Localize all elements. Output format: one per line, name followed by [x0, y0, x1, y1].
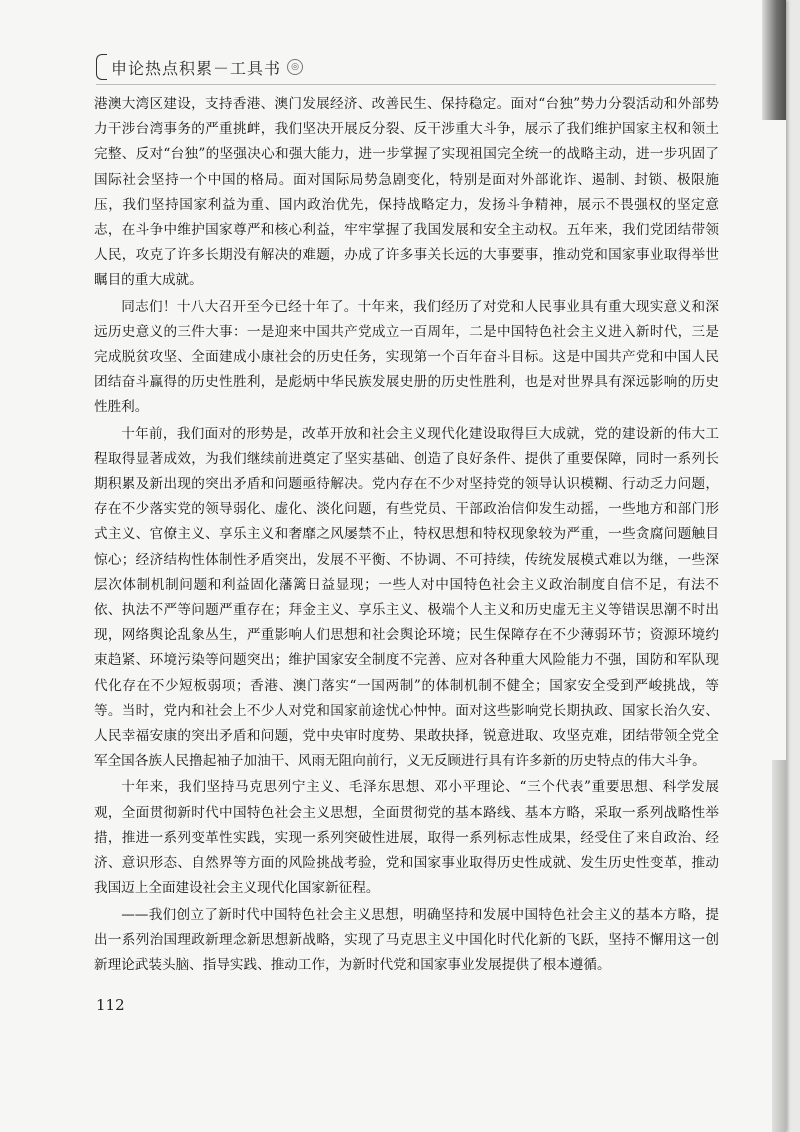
body-text — [94, 92, 719, 979]
paragraph-3: 十年前，我们面对的形势是，改革开放和社会主义现代化建设取得巨大成就，党的建设新的伟大工程取得显著成效，为我们继续前进奠定了坚实基础、创造了良好条件、提供了重要保障，同时一系列长期积累及新出现的突出矛盾和问题亟待解决。党内存在不少对坚持党的领导认识模糊、行动乏力问题，存在不少落实党的领导弱化、虚化、淡化问题，有些党员、干部政治信仰发生动摇，一些地方和部门形式主义、官僚主义、享乐主义和奢靡之风屡禁不止，特权思想和特权现象较为严重，一些贪腐问题触目惊心；经济结构性体制性矛盾突出，发展不平衡、不协调、不可持续，传统发展模式难以为继，一些深层次体制机制问题和利益固化藩篱日益显现；一些人对中国特色社会主义政治制度自信不足，有法不依、执法不严等问题严重存在；拜金主义、享乐主义、极端个人主义和历史虚无主义等错误思潮不时出现，网络舆论乱象丛生，严重影响人们思想和社会舆论环境；民生保障存在不少薄弱环节；资源环境约束趋紧、环境污染等问题突出；维护国家安全制度不完善、应对各种重大风险能力不强，国防和军队现代化存在不少短板弱项；香港、澳门落实“一国两制”的体制机制不健全；国家安全受到严峻挑战，等等。当时，党内和社会上不少人对党和国家前途忧心忡忡。面对这些影响党长期执政、国家长治久安、人民幸福安康的突出矛盾和问题，党中央审时度势、果敢抉择，锐意进取、攻坚克难，团结带领全党全军全国各族人民撸起袖子加油干、风雨无阻向前行，义无反顾进行具有许多新的历史特点的伟大斗争。 — [94, 425, 719, 770]
header-title: 申论热点积累－工具书 — [111, 58, 282, 78]
paragraph-5: ——我们创立了新时代中国特色社会主义思想，明确坚持和发展中国特色社会主义的基本方略，提出一系列治国理政新理念新思想新战略，实现了马克思主义中国化时代化新的飞跃，坚持不懈用这一创新理论武装头脑、指导实践、推动工作，为新时代党和国家事业发展提供了根本遵循。 — [94, 906, 719, 973]
paragraph-4: 十年来，我们坚持马克思列宁主义、毛泽东思想、邓小平理论、“三个代表”重要思想、科学发展观，全面贯彻新时代中国特色社会主义思想，全面贯彻党的基本路线、基本方略，采取一系列战略性举措，推进一系列变革性实践，实现一系列突破性进展，取得一系列标志性成果，经受住了来自政治、经济、意识形态、自然界等方面的风险挑战考验，党和国家事业取得历史性成就、发生历史性变革，推动我国迈上全面建设社会主义现代化国家新征程。 — [94, 779, 719, 897]
header-bracket — [96, 54, 107, 80]
seal-icon: ◎ — [287, 59, 303, 75]
paragraph-2: 同志们！十八大召开至今已经十年了。十年来，我们经历了对党和人民事业具有重大现实意义和深远历史意义的三件大事：一是迎来中国共产党成立一百周年，二是中国特色社会主义进入新时代，三是完成脱贫攻坚、全面建成小康社会的历史任务，实现第一个百年奋斗目标。这是中国共产党和中国人民团结奋斗赢得的历史性胜利，是彪炳中华民族发展史册的历史性胜利，也是对世界具有深远影响的历史性胜利。 — [94, 298, 719, 416]
page-edge-shadow — [772, 760, 786, 1132]
page-number: 112 — [96, 996, 125, 1014]
header-divider — [96, 84, 716, 85]
running-header — [96, 52, 303, 82]
page-fold-shadow — [762, 0, 786, 120]
paragraph-1: 港澳大湾区建设，支持香港、澳门发展经济、改善民生、保持稳定。面对“台独”势力分裂活动和外部势力干涉台湾事务的严重挑衅，我们坚决开展反分裂、反干涉重大斗争，展示了我们维护国家主权和领土完整、反对“台独”的坚强决心和强大能力，进一步掌握了实现祖国完全统一的战略主动，进一步巩固了国际社会坚持一个中国的格局。面对国际局势急剧变化，特别是面对外部讹诈、遏制、封锁、极限施压，我们坚持国家利益为重、国内政治优先，保持战略定力，发扬斗争精神，展示不畏强权的坚定意志，在斗争中维护国家尊严和核心利益，牢牢掌握了我国发展和安全主动权。五年来，我们党团结带领人民，攻克了许多长期没有解决的难题，办成了许多事关长远的大事要事，推动党和国家事业取得举世瞩目的重大成就。 — [94, 96, 719, 289]
